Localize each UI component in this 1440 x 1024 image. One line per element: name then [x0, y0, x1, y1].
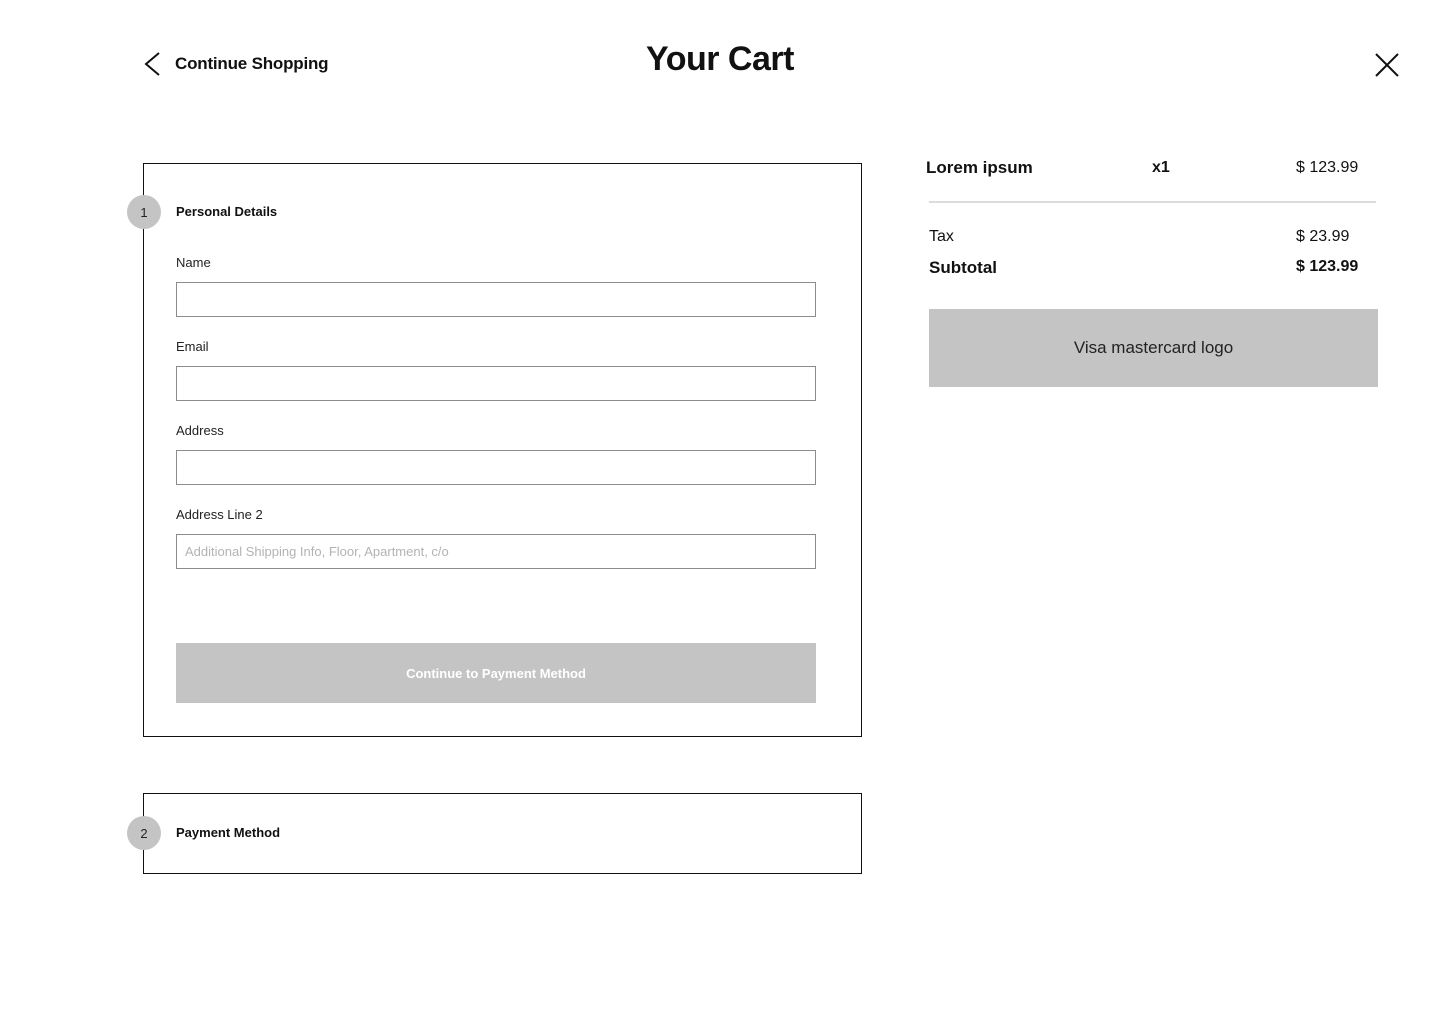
item-name: Lorem ipsum — [926, 158, 1033, 177]
order-summary — [926, 150, 1378, 357]
subtotal-label: Subtotal — [929, 258, 997, 277]
item-quantity: x1 — [1152, 159, 1170, 176]
step-title: Personal Details — [176, 204, 278, 219]
tax-value: $ 23.99 — [1296, 228, 1350, 245]
page-title: Your Cart — [646, 40, 794, 78]
summary-divider — [929, 201, 1376, 203]
address-line-2-input[interactable] — [176, 534, 816, 569]
email-label: Email — [176, 339, 209, 354]
address-line-2-label: Address Line 2 — [176, 507, 263, 522]
cart-item-row — [926, 150, 1378, 190]
close-button[interactable] — [1373, 51, 1401, 79]
continue-shopping-label: Continue Shopping — [175, 54, 329, 73]
item-price: $ 123.99 — [1296, 159, 1359, 176]
personal-details-panel — [140, 163, 862, 737]
address-label: Address — [176, 423, 224, 438]
step-number-badge: 2 — [127, 816, 161, 850]
payment-logo-text: Visa mastercard logo — [1073, 338, 1234, 357]
email-input[interactable] — [176, 366, 816, 401]
close-icon — [1373, 51, 1401, 79]
step-number-badge: 1 — [127, 195, 161, 229]
name-label: Name — [176, 255, 211, 270]
step-title: Payment Method — [176, 825, 281, 840]
tax-label: Tax — [929, 228, 954, 245]
continue-to-payment-button[interactable]: Continue to Payment Method — [176, 643, 816, 703]
payment-logo-placeholder — [929, 309, 1378, 387]
subtotal-value: $ 123.99 — [1296, 258, 1359, 275]
address-input[interactable] — [176, 450, 816, 485]
name-input[interactable] — [176, 282, 816, 317]
payment-method-panel[interactable] — [140, 793, 862, 874]
